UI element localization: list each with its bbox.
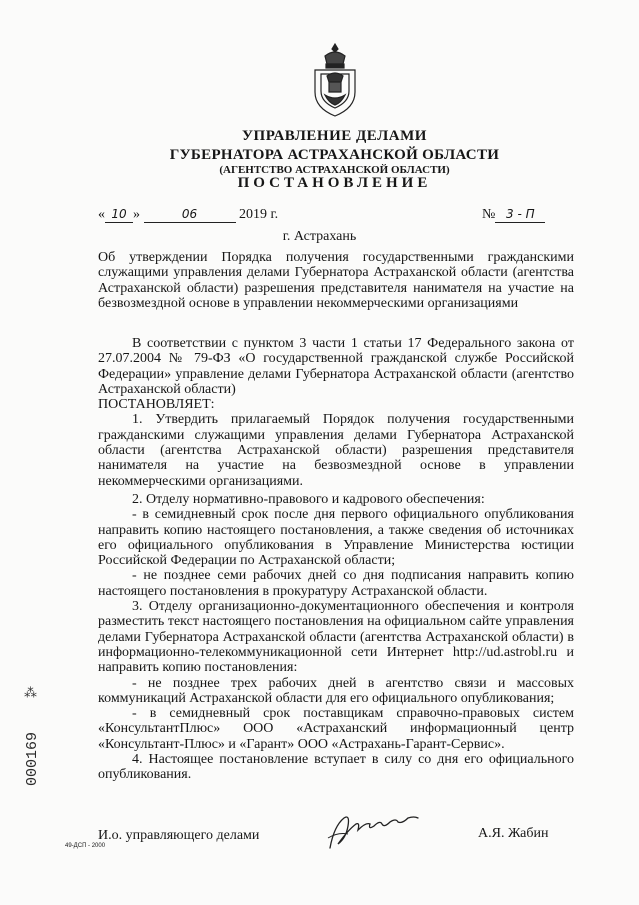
city: г. Астрахань xyxy=(282,229,357,244)
date-day: 10 xyxy=(105,207,133,223)
header-org-line3: (АГЕНТСТВО АСТРАХАНСКОЙ ОБЛАСТИ) xyxy=(219,164,450,176)
document-type: ПОСТАНОВЛЕНИЕ xyxy=(237,175,432,191)
document-body xyxy=(98,336,574,783)
side-mark-icon: ⁂ xyxy=(24,686,37,701)
header-org-line1: УПРАВЛЕНИЕ ДЕЛАМИ xyxy=(242,128,427,144)
date-quote-open: « xyxy=(98,207,105,222)
item-2: 2. Отделу нормативно-правового и кадрового обеспечения: xyxy=(132,491,485,507)
date-year: 2019 г. xyxy=(239,207,279,222)
item-3: 3. Отделу организационно-документационного обеспечения и контроля разместить текст настоящего постановления на официальном сайте управления делами Губернатора Астраханской области (агентства Астраханской области) в информационно-телекоммуникационной сети Интернет http://ud.astrobl.ru и направить копию постановления: xyxy=(98,599,574,676)
signatory-role: И.о. управляющего делами xyxy=(98,828,260,843)
signatory-name: А.Я. Жабин xyxy=(478,826,549,841)
handwritten-signature xyxy=(322,808,432,856)
item-1: 1. Утвердить прилагаемый Порядок получения государственными гражданскими служащими управления делами Губернатора Астраханской области (агентства Астраханской области) разрешения представителя нанимателя на участие на безвозмездной основе в управлении некоммерческими организациями. xyxy=(98,412,574,489)
number-value: 3 - П xyxy=(495,207,545,223)
item-2-sub-b: - не позднее семи рабочих дней со дня подписания направить копию настоящего постановления в прокуратуру Астраханской области. xyxy=(98,568,574,599)
item-4: 4. Настоящее постановление вступает в силу со дня его официального опубликования. xyxy=(98,752,574,783)
date-month: 06 xyxy=(144,207,236,223)
item-3-sub-b: - в семидневный срок поставщикам справочно-правовых систем «КонсультантПлюс» ООО «Астраханский информационный центр «Консультант-Плюс» и «Гарант» ООО «Астрахань-Гарант-Сервис». xyxy=(98,706,574,752)
number-prefix: № xyxy=(482,207,496,222)
date-quote-close: » xyxy=(133,207,140,222)
item-3-sub-a: - не позднее трех рабочих дней в агентство связи и массовых коммуникаций Астраханской области для его официального опубликования; xyxy=(98,675,574,706)
document-date xyxy=(98,207,278,223)
side-number-text: 000169 xyxy=(24,731,41,786)
document-number xyxy=(482,207,545,223)
header-org-line2: ГУБЕРНАТОРА АСТРАХАНСКОЙ ОБЛАСТИ xyxy=(169,147,500,163)
form-code: 49-ДСП - 2000 xyxy=(65,843,106,849)
side-registration-number xyxy=(20,720,42,790)
preamble: В соответствии с пунктом 3 части 1 статьи 17 Федерального закона от 27.07.2004 № 79-ФЗ «О государственной гражданской службе Российской Федерации» управление делами Губернатора Астраханской области (агентство Астраханской области) xyxy=(98,336,574,397)
document-title-block xyxy=(98,250,574,311)
coat-of-arms-icon xyxy=(305,40,365,120)
resolves-heading: ПОСТАНОВЛЯЕТ: xyxy=(98,397,215,413)
document-title: Об утверждении Порядка получения государственными гражданскими служащими управления делами Губернатора Астраханской области (агентства Астраханской области) разрешения представителя нанимателя на участие на безвозмездной основе в управлении некоммерческими организациями xyxy=(98,250,574,311)
item-2-sub-a: - в семидневный срок после дня первого официального опубликования направить копию настоящего постановления, а также сведения об источниках его официального опубликования в Управление Министерства юстиции Российской Федерации по Астраханской области; xyxy=(98,507,574,569)
